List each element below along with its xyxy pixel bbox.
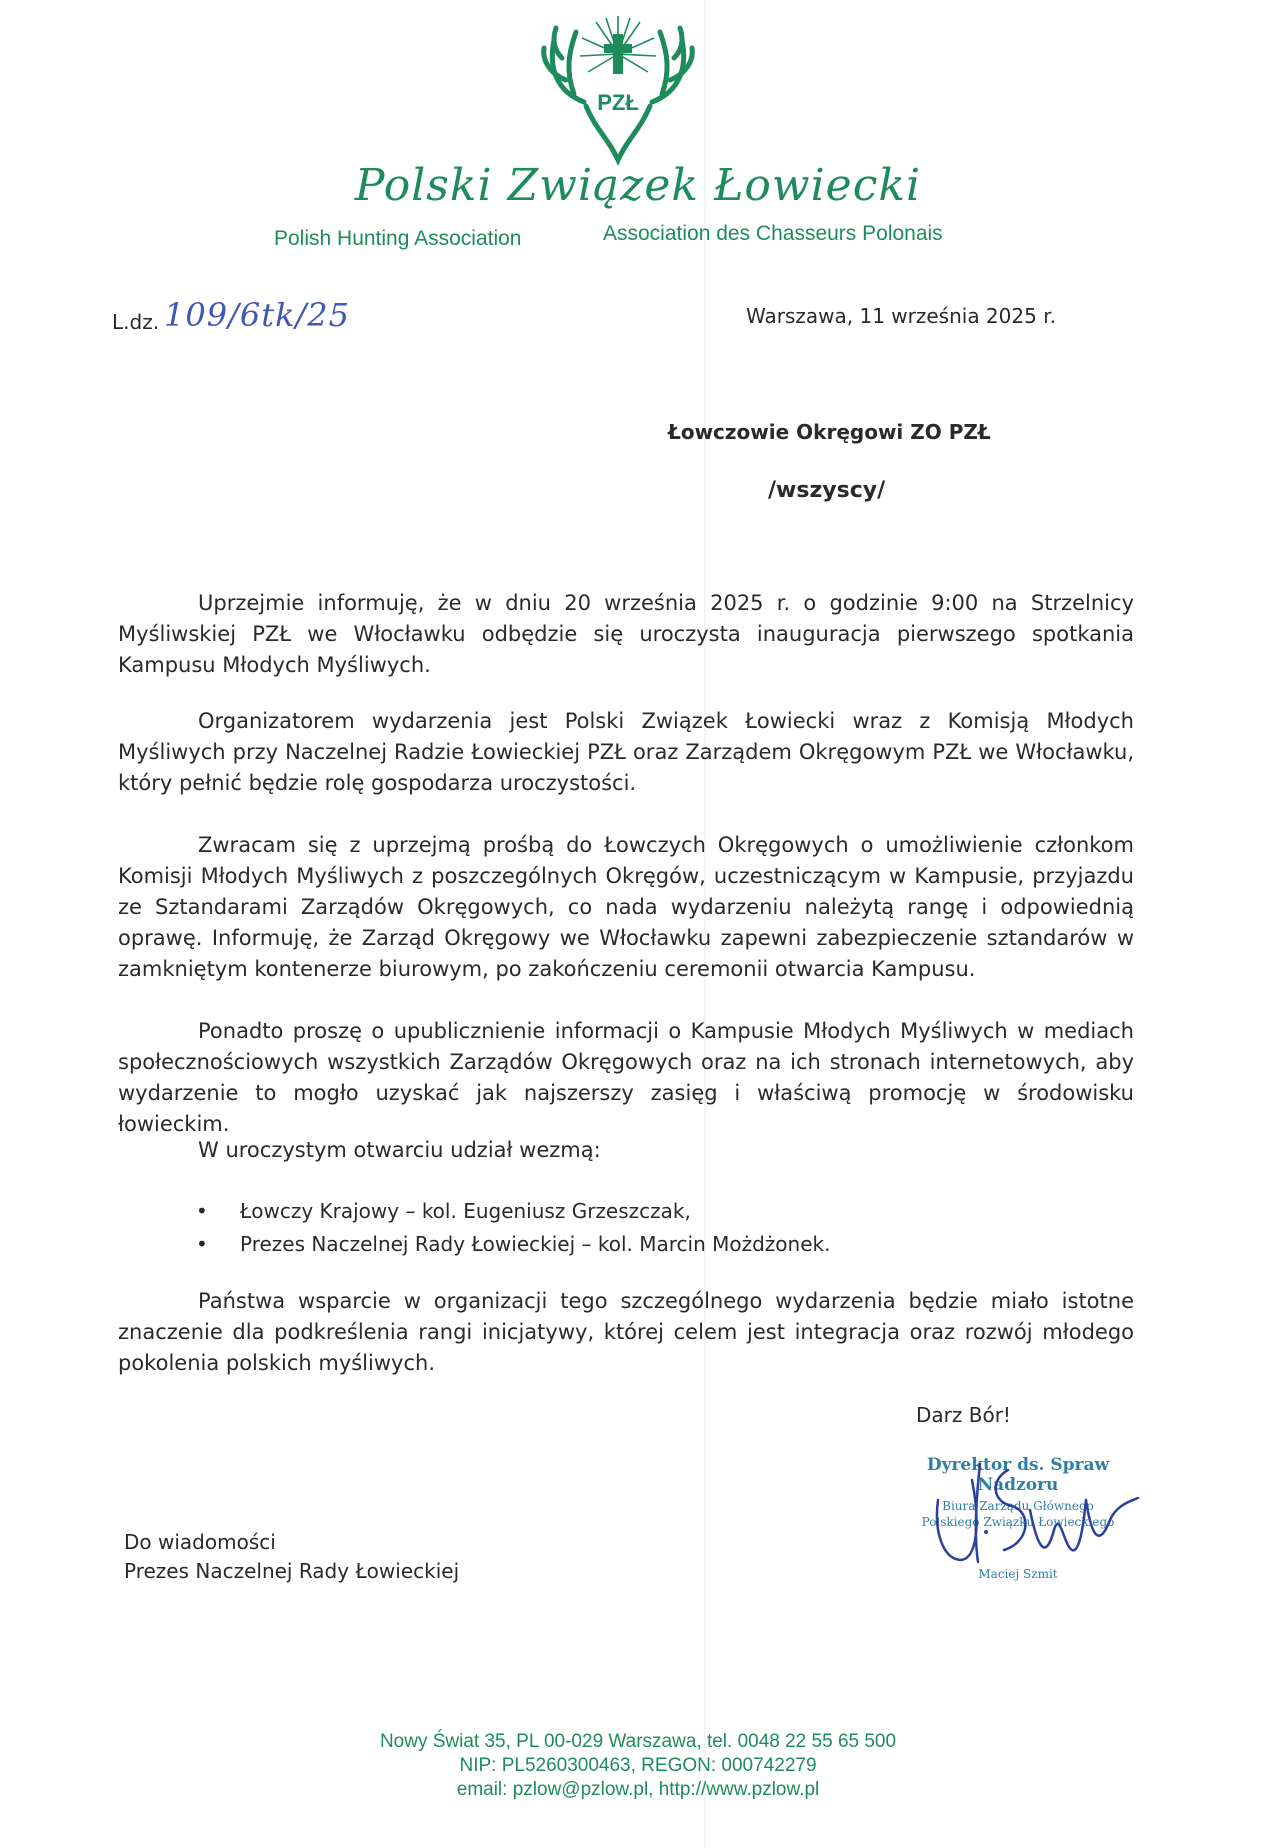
paragraph-text: Zwracam się z uprzejmą prośbą do Łowczych Okręgowych o umożliwienie członkom Komisji Młodych Myśliwych z poszczególnych Okręgów, uczestniczącym w Kampusie, przyjazdu ze Sztandarami Zarządów Okręgowych, co nada wydarzeniu należytą rangę i odpowiednią oprawę. Informuję, że Zarząd Okręgowy we Włocławku zapewni zabezpieczenie sztandarów w zamkniętym kontenerze biurowym, po zakończeniu ceremonii otwarcia Kampusu. xyxy=(118,833,1134,981)
recipient-name: Łowczowie Okręgowi ZO PZŁ xyxy=(668,420,991,444)
cc-recipient: Prezes Naczelnej Rady Łowieckiej xyxy=(124,1559,460,1583)
organization-name-french: Association des Chasseurs Polonais xyxy=(603,222,943,245)
paragraph-1 xyxy=(118,588,1134,681)
paragraph-text: Uprzejmie informuję, że w dniu 20 września 2025 r. o godzinie 9:00 na Strzelnicy Myśliwskiej PZŁ we Włocławku odbędzie się uroczysta inauguracja pierwszego spotkania Kampusu Młodych Myśliwych. xyxy=(118,591,1134,677)
paragraph-3 xyxy=(118,830,1134,985)
reference-label: L.dz. xyxy=(112,310,160,334)
cc-block xyxy=(124,1528,459,1586)
reference-number: 109/6tk/25 xyxy=(164,296,350,334)
recipient-note: /wszyscy/ xyxy=(768,478,886,503)
paragraph-text: Ponadto proszę o upublicznienie informacji o Kampusie Młodych Myśliwych w mediach społecznościowych wszystkich Zarządów Okręgowych oraz na ich stronach internetowych, aby wydarzenie to mogło uzyskać jak najszerszy zasięg i właściwą promocję w środowisku łowieckim. xyxy=(118,1019,1134,1136)
paragraph-4 xyxy=(118,1016,1134,1140)
handwritten-signature xyxy=(920,1450,1140,1570)
letter-date: Warszawa, 11 września 2025 r. xyxy=(746,304,1056,328)
list-item: • Łowczy Krajowy – kol. Eugeniusz Grzeszczak, xyxy=(196,1195,830,1228)
organization-name: Polski Związek Łowiecki xyxy=(354,160,922,211)
list-item: • Prezes Naczelnej Rady Łowieckiej – kol. Marcin Możdżonek. xyxy=(196,1228,830,1261)
footer xyxy=(0,1730,1276,1802)
stamp-signatory: Maciej Szmit xyxy=(978,1567,1058,1581)
cc-label: Do wiadomości xyxy=(124,1530,276,1554)
paragraph-2 xyxy=(118,706,1134,799)
paragraph-text: W uroczystym otwarciu udział wezmą: xyxy=(198,1138,601,1162)
paragraph-text: Organizatorem wydarzenia jest Polski Związek Łowiecki wraz z Komisją Młodych Myśliwych przy Naczelnej Radzie Łowieckiej PZŁ oraz Zarządem Okręgowym PZŁ we Włocławku, który pełnić będzie rolę gospodarza uroczystości. xyxy=(118,709,1134,795)
stamp-line: Biura Zarządu Głównego xyxy=(942,1499,1094,1513)
pzl-logo xyxy=(536,10,700,170)
organization-name-english: Polish Hunting Association xyxy=(274,227,522,250)
paragraph-text: Państwa wsparcie w organizacji tego szczególnego wydarzenia będzie miało istotne znaczenie dla podkreślenia rangi inicjatywy, której celem jest integracja oraz rozwój młodego pokolenia polskich myśliwych. xyxy=(118,1289,1134,1375)
closing-greeting: Darz Bór! xyxy=(916,1403,1011,1427)
paragraph-5 xyxy=(118,1135,1134,1166)
attendee-list xyxy=(196,1195,830,1261)
footer-contact: email: pzlow@pzlow.pl, http://www.pzlow.pl xyxy=(456,1779,820,1800)
footer-address: Nowy Świat 35, PL 00-029 Warszawa, tel. 0048 22 55 65 500 xyxy=(379,1731,897,1752)
stamp-line: Dyrektor ds. Spraw Nadzoru xyxy=(926,1455,1110,1495)
footer-ids: NIP: PL5260300463, REGON: 000742279 xyxy=(459,1755,817,1776)
stamp-line: Polskiego Związku Łowieckiego xyxy=(921,1515,1115,1529)
paragraph-6 xyxy=(118,1286,1134,1379)
logo-text: PZŁ xyxy=(597,90,639,115)
